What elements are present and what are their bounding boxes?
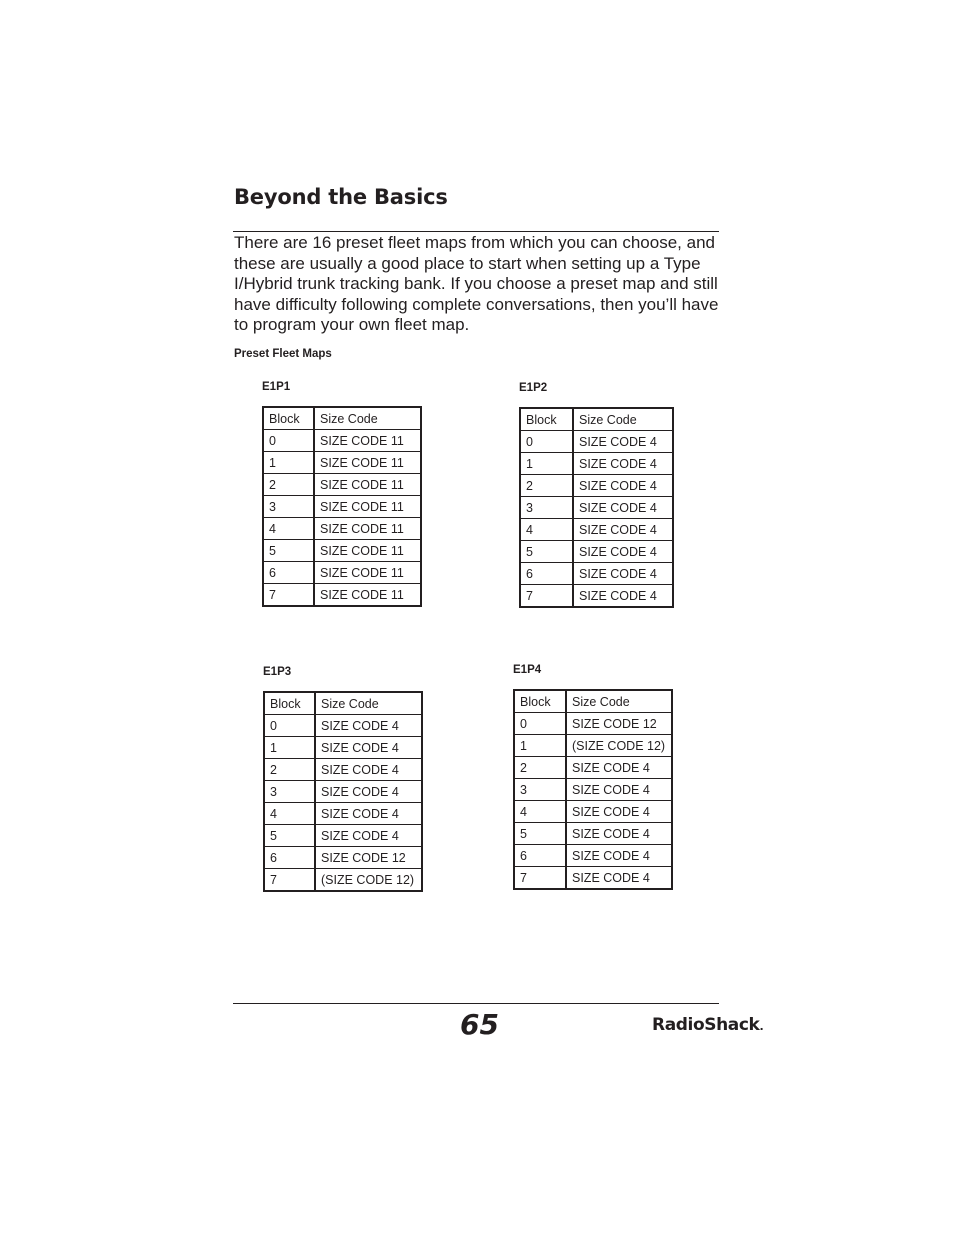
size-code-cell: SIZE CODE 4 (566, 779, 672, 801)
table-row (264, 847, 422, 869)
size-code-cell: SIZE CODE 4 (315, 803, 422, 825)
block-number-cell: 6 (514, 845, 566, 867)
table-row (514, 867, 672, 890)
block-number-cell: 6 (520, 563, 573, 585)
table-row (264, 825, 422, 847)
block-number-cell: 7 (264, 869, 315, 892)
fleet-map-label-e1p1: E1P1 (262, 381, 291, 393)
size-code-cell: SIZE CODE 11 (314, 430, 421, 452)
table-row (263, 562, 421, 584)
block-number-cell: 4 (263, 518, 314, 540)
block-number-cell: 2 (520, 475, 573, 497)
table-row (263, 452, 421, 474)
table-row (520, 497, 673, 519)
block-number-cell: 3 (520, 497, 573, 519)
block-number-cell: 0 (264, 715, 315, 737)
fleet-map-table-e1p4 (513, 689, 673, 890)
size-code-column-header: Size Code (566, 690, 672, 713)
size-code-cell: SIZE CODE 11 (314, 518, 421, 540)
table-header-row (264, 692, 422, 715)
size-code-cell: SIZE CODE 4 (315, 781, 422, 803)
block-number-cell: 7 (520, 585, 573, 608)
table-row (264, 737, 422, 759)
size-code-cell: SIZE CODE 4 (566, 823, 672, 845)
size-code-cell: SIZE CODE 4 (315, 825, 422, 847)
footer-rule (233, 1003, 719, 1004)
table-row (264, 715, 422, 737)
block-number-cell: 1 (520, 453, 573, 475)
block-number-cell: 0 (514, 713, 566, 735)
table-row (264, 759, 422, 781)
size-code-cell: SIZE CODE 4 (573, 431, 673, 453)
block-number-cell: 3 (263, 496, 314, 518)
table-row (520, 431, 673, 453)
block-number-cell: 6 (263, 562, 314, 584)
table-header-row (263, 407, 421, 430)
radioshack-logo (652, 1015, 763, 1035)
block-number-cell: 3 (264, 781, 315, 803)
table-row (264, 869, 422, 892)
size-code-cell: SIZE CODE 4 (566, 845, 672, 867)
block-number-cell: 1 (264, 737, 315, 759)
fleet-map-table-e1p2 (519, 407, 674, 608)
size-code-cell: SIZE CODE 4 (573, 497, 673, 519)
fleet-map-label-e1p2: E1P2 (519, 382, 548, 394)
table-header-row (514, 690, 672, 713)
brand-name: RadioShack (652, 1015, 760, 1035)
table-row (264, 781, 422, 803)
size-code-cell: SIZE CODE 11 (314, 540, 421, 562)
size-code-cell: (SIZE CODE 12) (315, 869, 422, 892)
block-column-header: Block (263, 407, 314, 430)
block-number-cell: 1 (514, 735, 566, 757)
size-code-cell: SIZE CODE 4 (315, 759, 422, 781)
block-number-cell: 3 (514, 779, 566, 801)
block-number-cell: 5 (263, 540, 314, 562)
table-row (263, 496, 421, 518)
heading-rule (233, 231, 719, 232)
fleet-map-table-e1p1 (262, 406, 422, 607)
block-number-cell: 5 (264, 825, 315, 847)
size-code-column-header: Size Code (314, 407, 421, 430)
size-code-cell: SIZE CODE 11 (314, 452, 421, 474)
block-number-cell: 7 (263, 584, 314, 607)
block-number-cell: 4 (520, 519, 573, 541)
size-code-cell: (SIZE CODE 12) (566, 735, 672, 757)
block-column-header: Block (514, 690, 566, 713)
size-code-cell: SIZE CODE 11 (314, 474, 421, 496)
table-row (520, 563, 673, 585)
section-heading: Beyond the Basics (234, 185, 448, 209)
table-row (514, 845, 672, 867)
table-row (520, 519, 673, 541)
size-code-cell: SIZE CODE 4 (573, 563, 673, 585)
table-row (263, 584, 421, 607)
fleet-map-label-e1p3: E1P3 (263, 666, 292, 678)
brand-trademark-dot: . (759, 1020, 764, 1033)
block-number-cell: 0 (520, 431, 573, 453)
block-number-cell: 5 (520, 541, 573, 563)
size-code-cell: SIZE CODE 4 (315, 715, 422, 737)
size-code-cell: SIZE CODE 11 (314, 562, 421, 584)
table-row (520, 453, 673, 475)
fleet-map-label-e1p4: E1P4 (513, 664, 542, 676)
size-code-cell: SIZE CODE 12 (315, 847, 422, 869)
table-row (520, 475, 673, 497)
block-number-cell: 6 (264, 847, 315, 869)
table-row (263, 540, 421, 562)
block-column-header: Block (520, 408, 573, 431)
fleet-maps-caption: Preset Fleet Maps (234, 348, 332, 360)
block-number-cell: 0 (263, 430, 314, 452)
size-code-cell: SIZE CODE 4 (573, 585, 673, 608)
intro-paragraph: There are 16 preset fleet maps from which you can choose, and these are usually a good place to start when setting up a Type I/Hybrid trunk tracking bank. If you choose a preset map and still have difficulty following complete conversations, then you’ll have to program your own fleet map. (234, 233, 719, 335)
size-code-cell: SIZE CODE 4 (573, 453, 673, 475)
block-number-cell: 2 (263, 474, 314, 496)
table-header-row (520, 408, 673, 431)
table-row (514, 735, 672, 757)
table-row (520, 541, 673, 563)
fleet-map-table-e1p3 (263, 691, 423, 892)
block-number-cell: 1 (263, 452, 314, 474)
block-column-header: Block (264, 692, 315, 715)
table-row (514, 801, 672, 823)
size-code-cell: SIZE CODE 4 (573, 541, 673, 563)
table-row (263, 518, 421, 540)
table-row (263, 430, 421, 452)
table-row (520, 585, 673, 608)
table-row (514, 779, 672, 801)
table-row (263, 474, 421, 496)
table-row (514, 713, 672, 735)
block-number-cell: 7 (514, 867, 566, 890)
size-code-cell: SIZE CODE 4 (573, 475, 673, 497)
table-row (514, 823, 672, 845)
size-code-cell: SIZE CODE 12 (566, 713, 672, 735)
size-code-column-header: Size Code (315, 692, 422, 715)
block-number-cell: 2 (264, 759, 315, 781)
block-number-cell: 4 (514, 801, 566, 823)
page-number: 65 (460, 1008, 499, 1041)
block-number-cell: 4 (264, 803, 315, 825)
size-code-cell: SIZE CODE 11 (314, 584, 421, 607)
table-row (264, 803, 422, 825)
block-number-cell: 2 (514, 757, 566, 779)
table-row (514, 757, 672, 779)
size-code-cell: SIZE CODE 4 (573, 519, 673, 541)
size-code-cell: SIZE CODE 4 (315, 737, 422, 759)
size-code-cell: SIZE CODE 4 (566, 867, 672, 890)
size-code-cell: SIZE CODE 11 (314, 496, 421, 518)
size-code-cell: SIZE CODE 4 (566, 801, 672, 823)
size-code-column-header: Size Code (573, 408, 673, 431)
block-number-cell: 5 (514, 823, 566, 845)
size-code-cell: SIZE CODE 4 (566, 757, 672, 779)
